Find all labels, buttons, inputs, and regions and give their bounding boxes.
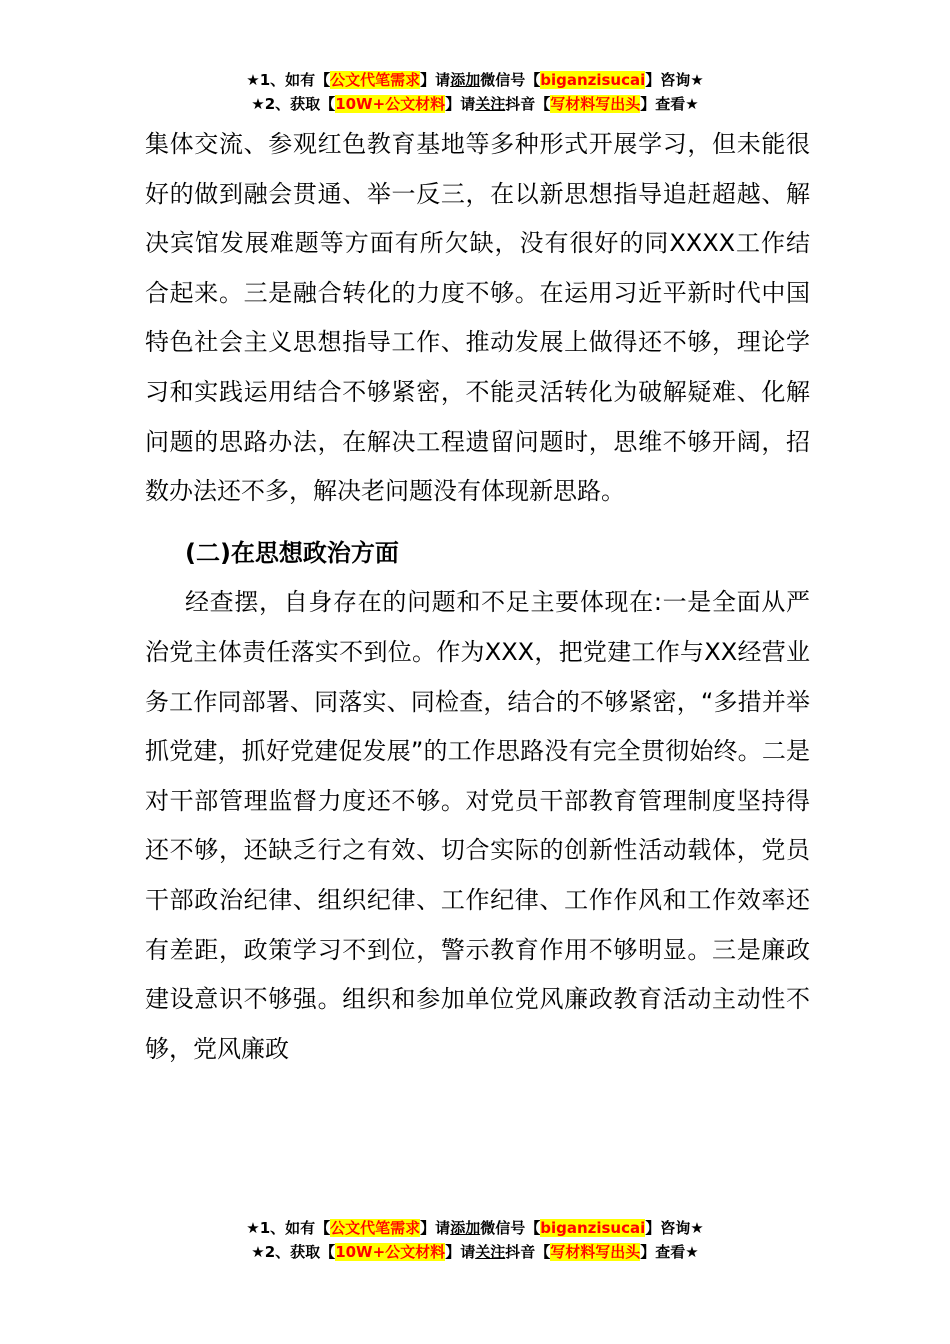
banner-text: ★2、获取【 xyxy=(251,95,336,113)
banner-text: 微信号【 xyxy=(480,71,541,89)
banner-text: 】查看★ xyxy=(640,1243,699,1261)
banner-line-2 xyxy=(0,1240,950,1264)
banner-underlined-text: 添加 xyxy=(450,71,481,89)
banner-highlight: biganzisucai xyxy=(540,1219,646,1237)
document-body xyxy=(145,120,810,1074)
top-banner xyxy=(0,68,950,116)
banner-underlined-text: 关注 xyxy=(475,1243,506,1261)
banner-text: 】请 xyxy=(420,71,451,89)
banner-text: 微信号【 xyxy=(480,1219,541,1237)
banner-underlined-text: 添加 xyxy=(450,1219,481,1237)
banner-highlight: biganzisucai xyxy=(540,71,646,89)
banner-text: 抖音【 xyxy=(505,1243,551,1261)
banner-text: 】请 xyxy=(445,95,476,113)
banner-highlight: 公文代笔需求 xyxy=(330,71,421,89)
banner-highlight: 写材料写出头 xyxy=(550,95,641,113)
banner-line-1 xyxy=(0,1216,950,1240)
banner-text: 】咨询★ xyxy=(645,71,704,89)
banner-highlight: 写材料写出头 xyxy=(550,1243,641,1261)
banner-highlight: 10W+公文材料 xyxy=(335,95,446,113)
banner-underlined-text: 关注 xyxy=(475,95,506,113)
banner-text: 】请 xyxy=(445,1243,476,1261)
banner-text: 抖音【 xyxy=(505,95,551,113)
body-paragraph-2: 经查摆，自身存在的问题和不足主要体现在:一是全面从严治党主体责任落实不到位。作为XXX，把党建工作与XX经营业务工作同部署、同落实、同检查，结合的不够紧密，“多措并举抓党建，抓好党建促发展”的工作思路没有完全贯彻始终。二是对干部管理监督力度还不够。对党员干部教育管理制度坚持得还不够，还缺乏行之有效、切合实际的创新性活动载体，党员干部政治纪律、组织纪律、工作纪律、工作作风和工作效率还有差距，政策学习不到位，警示教育作用不够明显。三是廉政建设意识不够强。组织和参加单位党风廉政教育活动主动性不够，党风廉政 xyxy=(145,588,810,1063)
banner-highlight: 10W+公文材料 xyxy=(335,1243,446,1261)
banner-text: 】请 xyxy=(420,1219,451,1237)
banner-text: ★1、如有【 xyxy=(246,1219,331,1237)
banner-text: ★2、获取【 xyxy=(251,1243,336,1261)
banner-highlight: 公文代笔需求 xyxy=(330,1219,421,1237)
section-heading: (二)在思想政治方面 xyxy=(185,538,399,567)
banner-text: 】咨询★ xyxy=(645,1219,704,1237)
banner-line-1 xyxy=(0,68,950,92)
body-paragraph-1: 集体交流、参观红色教育基地等多种形式开展学习，但未能很好的做到融会贯通、举一反三，在以新思想指导追赶超越、解决宾馆发展难题等方面有所欠缺，没有很好的同XXXX工作结合起来。三是融合转化的力度不够。在运用习近平新时代中国特色社会主义思想指导工作、推动发展上做得还不够，理论学习和实践运用结合不够紧密，不能灵活转化为破解疑难、化解问题的思路办法，在解决工程遗留问题时，思维不够开阔，招数办法还不多，解决老问题没有体现新思路。 xyxy=(145,130,810,506)
bottom-banner xyxy=(0,1216,950,1264)
banner-text: 】查看★ xyxy=(640,95,699,113)
banner-line-2 xyxy=(0,92,950,116)
banner-text: ★1、如有【 xyxy=(246,71,331,89)
